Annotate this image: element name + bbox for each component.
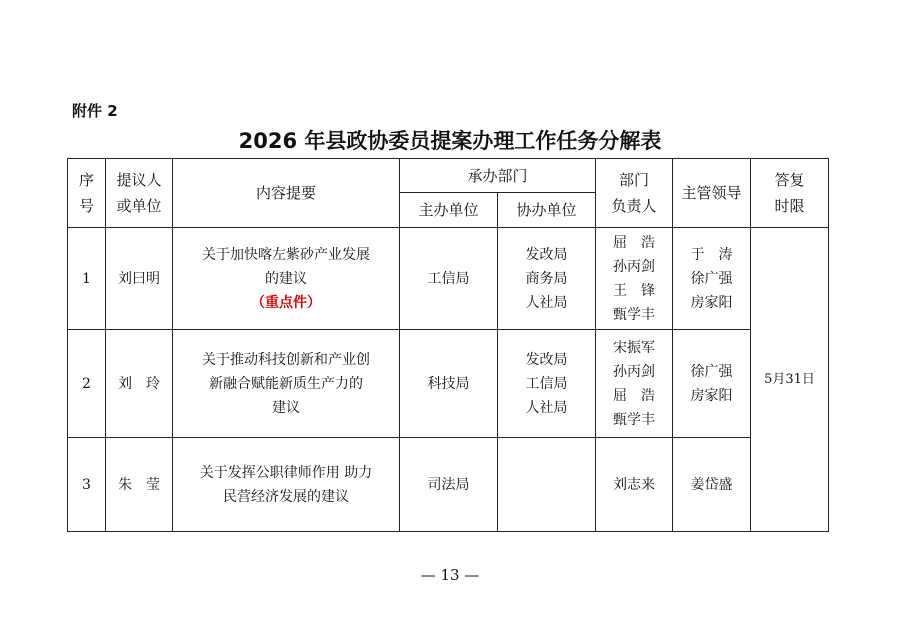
row-leaders: 徐广强 房家阳 <box>673 330 751 438</box>
row-leaders: 姜岱盛 <box>673 438 751 532</box>
header-seq: 序 号 <box>68 159 106 228</box>
row-content: 关于推动科技创新和产业创 新融合赋能新质生产力的 建议 <box>173 330 400 438</box>
header-dept-head: 部门 负责人 <box>596 159 673 228</box>
row-main-unit: 工信局 <box>400 228 498 330</box>
page-number: — 13 — <box>420 566 480 584</box>
task-table <box>67 158 829 532</box>
row-proposer: 朱 莹 <box>106 438 173 532</box>
row-assist-units: 发改局 工信局 人社局 <box>498 330 596 438</box>
row-assist-units: 发改局 商务局 人社局 <box>498 228 596 330</box>
header-proposer: 提议人 或单位 <box>106 159 173 228</box>
header-deadline: 答复 时限 <box>751 159 829 228</box>
row-dept-heads: 刘志来 <box>596 438 673 532</box>
row-proposer: 刘曰明 <box>106 228 173 330</box>
table-row <box>68 438 829 532</box>
row-seq: 1 <box>68 228 106 330</box>
header-content: 内容提要 <box>173 159 400 228</box>
attachment-label: 附件 2 <box>72 102 118 120</box>
header-depts: 承办部门 <box>400 159 596 193</box>
header-assist-unit: 协办单位 <box>498 193 596 228</box>
row-seq: 2 <box>68 330 106 438</box>
row-seq: 3 <box>68 438 106 532</box>
table-row <box>68 228 829 330</box>
header-main-unit: 主办单位 <box>400 193 498 228</box>
row-leaders: 于 涛 徐广强 房家阳 <box>673 228 751 330</box>
row-assist-units <box>498 438 596 532</box>
row-proposer: 刘 玲 <box>106 330 173 438</box>
table-row <box>68 330 829 438</box>
row-dept-heads: 屈 浩 孙丙剑 王 锋 甄学丰 <box>596 228 673 330</box>
row-dept-heads: 宋振军 孙丙剑 屈 浩 甄学丰 <box>596 330 673 438</box>
key-note: （重点件） <box>251 294 321 311</box>
deadline-cell: 5月31日 <box>751 228 829 532</box>
row-main-unit: 科技局 <box>400 330 498 438</box>
page-title: 2026 年县政协委员提案办理工作任务分解表 <box>238 129 662 153</box>
row-content: 关于发挥公职律师作用 助力 民营经济发展的建议 <box>173 438 400 532</box>
row-content: 关于加快喀左紫砂产业发展 的建议 （重点件） <box>173 228 400 330</box>
header-leader: 主管领导 <box>673 159 751 228</box>
row-main-unit: 司法局 <box>400 438 498 532</box>
